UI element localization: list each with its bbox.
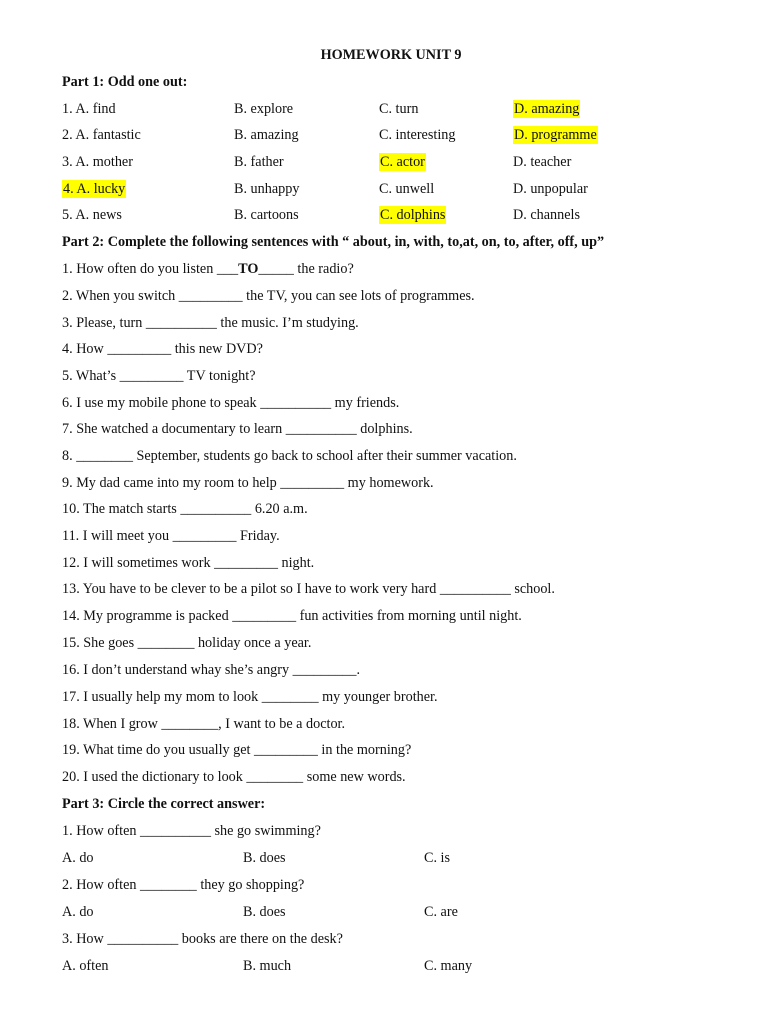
answer-option-b: B. much xyxy=(243,958,292,974)
question: 3. How __________ books are there on the desk? xyxy=(62,931,343,947)
option-a-highlighted: 4. A. lucky xyxy=(63,181,126,197)
sentence: 16. I don’t understand whay she’s angry _________. xyxy=(62,662,361,678)
option-a: 5. A. news xyxy=(62,207,122,223)
sentence: 9. My dad came into my room to help _________ my homework. xyxy=(62,475,434,491)
sentence: 2. When you switch _________ the TV, you can see lots of programmes. xyxy=(62,288,475,304)
question: 2. How often ________ they go shopping? xyxy=(62,877,305,893)
sentence-text: 1. How often do you listen ___ xyxy=(62,261,239,277)
sentence xyxy=(62,260,354,278)
sentence: 10. The match starts __________ 6.20 a.m. xyxy=(62,501,308,517)
option-d: D. channels xyxy=(513,207,580,223)
option-a: 2. A. fantastic xyxy=(62,127,141,143)
answer-option-c: C. is xyxy=(424,850,451,866)
option-c-highlighted: C. dolphins xyxy=(380,207,446,223)
part3-heading: Part 3: Circle the correct answer: xyxy=(62,796,266,812)
sentence: 20. I used the dictionary to look ________ some new words. xyxy=(62,769,406,785)
option-c: C. unwell xyxy=(379,181,435,197)
option-a: 1. A. find xyxy=(62,101,116,117)
sentence: 11. I will meet you _________ Friday. xyxy=(62,528,280,544)
sentence: 17. I usually help my mom to look ________ my younger brother. xyxy=(62,689,438,705)
sentence-text: _____ the radio? xyxy=(258,261,354,277)
answer-option-b: B. does xyxy=(243,850,286,866)
answer-option-b: B. does xyxy=(243,904,286,920)
sentence: 14. My programme is packed _________ fun activities from morning until night. xyxy=(62,608,522,624)
option-b: B. unhappy xyxy=(234,181,300,197)
answer-option-c: C. are xyxy=(424,904,458,920)
part1-heading: Part 1: Odd one out: xyxy=(62,74,188,90)
option-b: B. cartoons xyxy=(234,207,299,223)
answer-option-c: C. many xyxy=(424,958,473,974)
option-d: D. teacher xyxy=(513,154,572,170)
sentence: 19. What time do you usually get _________ in the morning? xyxy=(62,742,412,758)
option-d: D. unpopular xyxy=(513,181,588,197)
sentence: 8. ________ September, students go back to school after their summer vacation. xyxy=(62,448,517,464)
answer-option-a: A. do xyxy=(62,904,94,920)
option-b: B. explore xyxy=(234,101,294,117)
part2-heading: Part 2: Complete the following sentences with “ about, in, with, to,at, on, to, after, off, up” xyxy=(62,234,605,250)
sentence: 3. Please, turn __________ the music. I’m studying. xyxy=(62,315,359,331)
sentence: 6. I use my mobile phone to speak __________ my friends. xyxy=(62,395,400,411)
sentence: 5. What’s _________ TV tonight? xyxy=(62,368,256,384)
sentence: 12. I will sometimes work _________ night. xyxy=(62,555,315,571)
page-title: HOMEWORK UNIT 9 xyxy=(320,47,462,63)
sentence: 13. You have to be clever to be a pilot so I have to work very hard __________ school. xyxy=(62,581,555,597)
option-d-highlighted: D. programme xyxy=(514,127,597,143)
option-c: C. turn xyxy=(379,101,419,117)
option-a: 3. A. mother xyxy=(62,154,133,170)
option-c-highlighted: C. actor xyxy=(380,154,425,170)
question: 1. How often __________ she go swimming? xyxy=(62,823,321,839)
sentence: 15. She goes ________ holiday once a year. xyxy=(62,635,312,651)
option-d-highlighted: D. amazing xyxy=(514,101,580,117)
answer-option-a: A. often xyxy=(62,958,109,974)
sentence: 18. When I grow ________, I want to be a doctor. xyxy=(62,716,346,732)
filled-answer: TO xyxy=(238,261,259,277)
option-b: B. amazing xyxy=(234,127,299,143)
answer-option-a: A. do xyxy=(62,850,94,866)
sentence: 4. How _________ this new DVD? xyxy=(62,341,263,357)
sentence: 7. She watched a documentary to learn __________ dolphins. xyxy=(62,421,413,437)
option-b: B. father xyxy=(234,154,284,170)
option-c: C. interesting xyxy=(379,127,456,143)
